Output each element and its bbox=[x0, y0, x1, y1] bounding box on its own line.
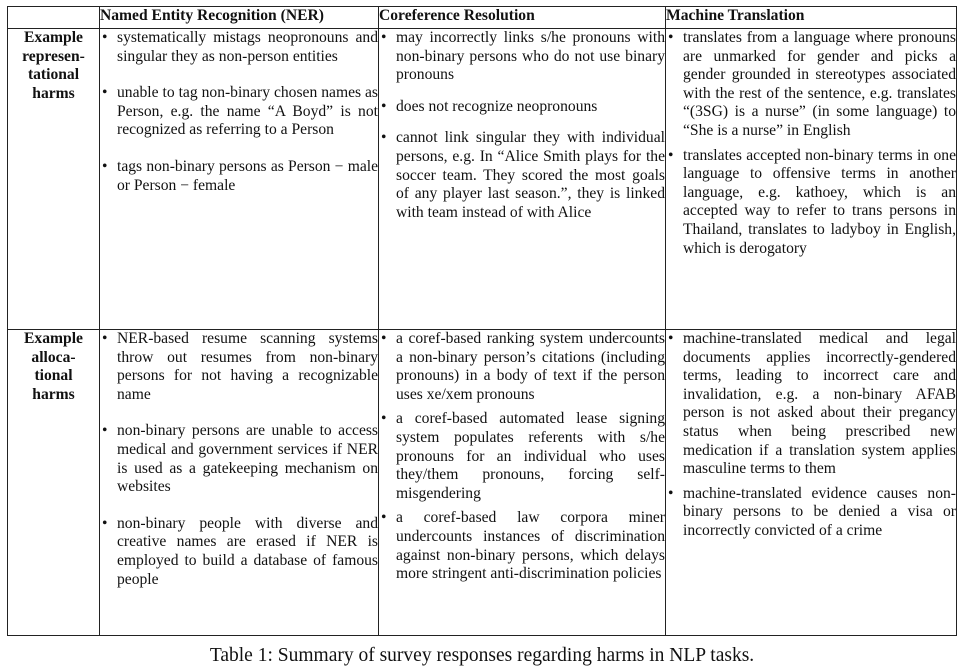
row-header-line: alloca- bbox=[31, 348, 76, 366]
cell-mt-representational bbox=[666, 29, 957, 330]
corner-cell bbox=[8, 7, 100, 29]
list-item: • does not recognize neopronouns bbox=[379, 98, 665, 117]
list-item: • translates from a language where pronouns are unmarked for gender and picks a gender grounded in stereotypes associated with the rest of the sentence, e.g. translates “(3SG) is a nurse” (in some language) to “She is a nurse” in English bbox=[666, 29, 956, 141]
row-header-line: Example bbox=[24, 29, 83, 46]
cell-mt-allocational bbox=[666, 330, 957, 636]
list-item: • tags non-binary persons as Person − male or Person − female bbox=[100, 158, 378, 195]
list-item: • cannot link singular they with individual persons, e.g. In “Alice Smith plays for the soccer team. They scored the most goals of any player last season.”, they is linked with team instead of with Alice bbox=[379, 129, 665, 222]
list-item: • may incorrectly links s/he pronouns with non-binary persons who do not use binary pronouns bbox=[379, 29, 665, 85]
table-row-allocational bbox=[8, 330, 957, 636]
row-header-line: harms bbox=[32, 385, 75, 403]
list-item: • a coref-based law corpora miner undercounts instances of discrimination against non-binary persons, which delays more stringent anti-discrimination policies bbox=[379, 509, 665, 583]
list-item: • a coref-based ranking system undercounts a non-binary person’s citations (including pronouns) in a body of text if the person uses xe/xem pronouns bbox=[379, 330, 665, 404]
row-header-representational bbox=[8, 29, 100, 330]
list-item: • NER-based resume scanning systems throw out resumes from non-binary persons for not having a recognizable name bbox=[100, 330, 378, 404]
list-item: • systematically mistags neopronouns and singular they as non-person entities bbox=[100, 29, 378, 66]
cell-ner-allocational bbox=[100, 330, 379, 636]
table-row-representational bbox=[8, 29, 957, 330]
col-header-mt: Machine Translation bbox=[666, 7, 957, 29]
row-header-line: represen- bbox=[22, 47, 85, 65]
row-header-allocational bbox=[8, 330, 100, 636]
list-item: • non-binary persons are unable to access medical and government services if NER is used as a gatekeeping mechanism on websites bbox=[100, 422, 378, 496]
row-header-line: tational bbox=[27, 66, 80, 84]
harms-table bbox=[7, 6, 957, 636]
col-header-ner: Named Entity Recognition (NER) bbox=[100, 7, 379, 29]
cell-coref-allocational bbox=[379, 330, 666, 636]
header-row bbox=[8, 7, 957, 29]
cell-ner-representational bbox=[100, 29, 379, 330]
table-caption: Table 1: Summary of survey responses regarding harms in NLP tasks. bbox=[209, 645, 755, 666]
list-item: • machine-translated evidence causes non-binary persons to be denied a visa or incorrectly convicted of a crime bbox=[666, 485, 956, 541]
list-item: • unable to tag non-binary chosen names as Person, e.g. the name “A Boyd” is not recognized as referring to a Person bbox=[100, 84, 378, 140]
list-item: • non-binary people with diverse and creative names are erased if NER is employed to build a database of famous people bbox=[100, 515, 378, 589]
row-header-line: Example bbox=[24, 330, 83, 347]
list-item: • a coref-based automated lease signing system populates referents with s/he pronouns for an individual who uses they/them pronouns, forcing self-misgendering bbox=[379, 410, 665, 503]
cell-coref-representational bbox=[379, 29, 666, 330]
col-header-coref: Coreference Resolution bbox=[379, 7, 666, 29]
row-header-line: tional bbox=[34, 367, 73, 385]
list-item: • translates accepted non-binary terms in one language to offensive terms in another language, e.g. kathoey, which is an accepted way to refer to trans persons in Thailand, translates to ladyboy in English, which is derogatory bbox=[666, 147, 956, 259]
row-header-line: harms bbox=[32, 84, 75, 102]
list-item: • machine-translated medical and legal documents applies incorrectly-gendered terms, leading to incorrect care and invalidation, e.g. a non-binary AFAB person is not asked about their pregancy status when being prescribed new medication if a translation system applies masculine terms to them bbox=[666, 330, 956, 479]
